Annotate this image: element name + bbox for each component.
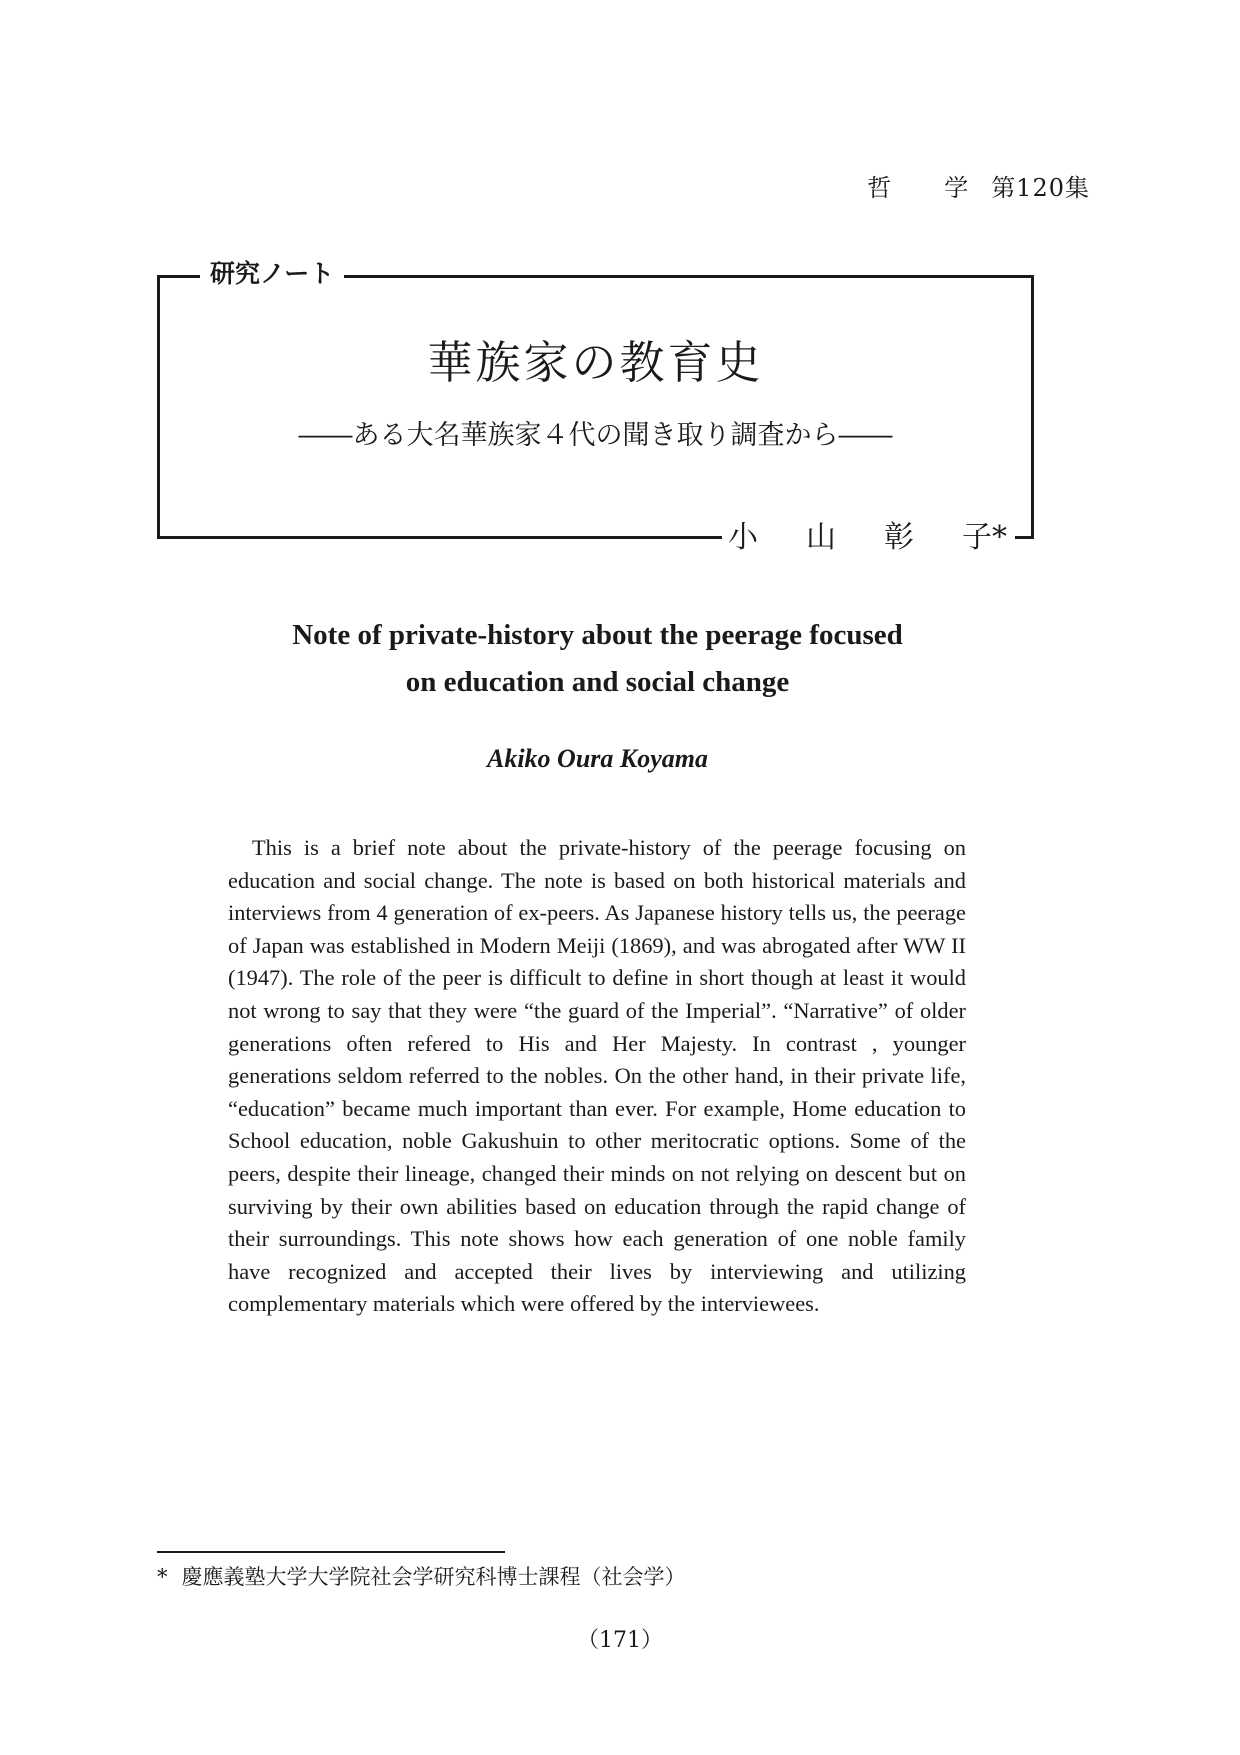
journal-name-char-1: 哲 [867,174,893,202]
japanese-subtitle: ――ある大名華族家４代の聞き取り調査から―― [298,420,893,451]
title-frame [157,275,1034,539]
journal-header [867,168,1090,203]
author-char: 山 [806,520,884,555]
footnote [157,1562,686,1592]
footnote-mark: * [157,1565,168,1589]
footnote-divider [157,1551,505,1553]
english-author-name: Akiko Oura Koyama [486,744,709,773]
journal-name-char-2: 学 [944,174,970,202]
english-title [200,612,995,706]
english-title-line-2: on education and social change [405,666,790,698]
page-number: （171） [577,1628,663,1653]
english-title-line-1: Note of private-history about the peerage focused [292,619,903,651]
japanese-author-name [722,518,1015,558]
japanese-title: 華族家の教育史 [427,336,764,389]
section-label: 研究ノート [200,258,344,290]
author-char: 彰 [884,520,962,555]
footnote-text: 慶應義塾大学大学院社会学研究科博士課程（社会学） [181,1565,686,1589]
volume-number: 第120集 [991,174,1090,202]
author-char: 小 [728,520,806,555]
abstract-paragraph: This is a brief note about the private-history of the peerage focusing on education and social change. The note is based on both historical materials and interviews from 4 generation of ex-peers. As Japanese history tells us, the peerage of Japan was established in Modern Meiji (1869), and was abrogated after WW II (1947). The role of the peer is difficult to define in short though at least it would not wrong to say that they were “the guard of the Imperial”. “Narrative” of older generations often refered to His and Her Majesty. In contrast , younger generations seldom referred to the nobles. On the other hand, in their private life, “education” became much important than ever. For example, Home education to School education, noble Gakushuin to other meritocratic options. Some of the peers, despite their lineage, changed their minds on not relying on descent but on surviving by their own abilities based on education through the rapid change of their surroundings. This note shows how each generation of one noble family have recognized and accepted their lives by interviewing and utilizing complementary materials which were offered by the interviewees. [228,835,966,1317]
author-char: 子* [962,520,1007,555]
